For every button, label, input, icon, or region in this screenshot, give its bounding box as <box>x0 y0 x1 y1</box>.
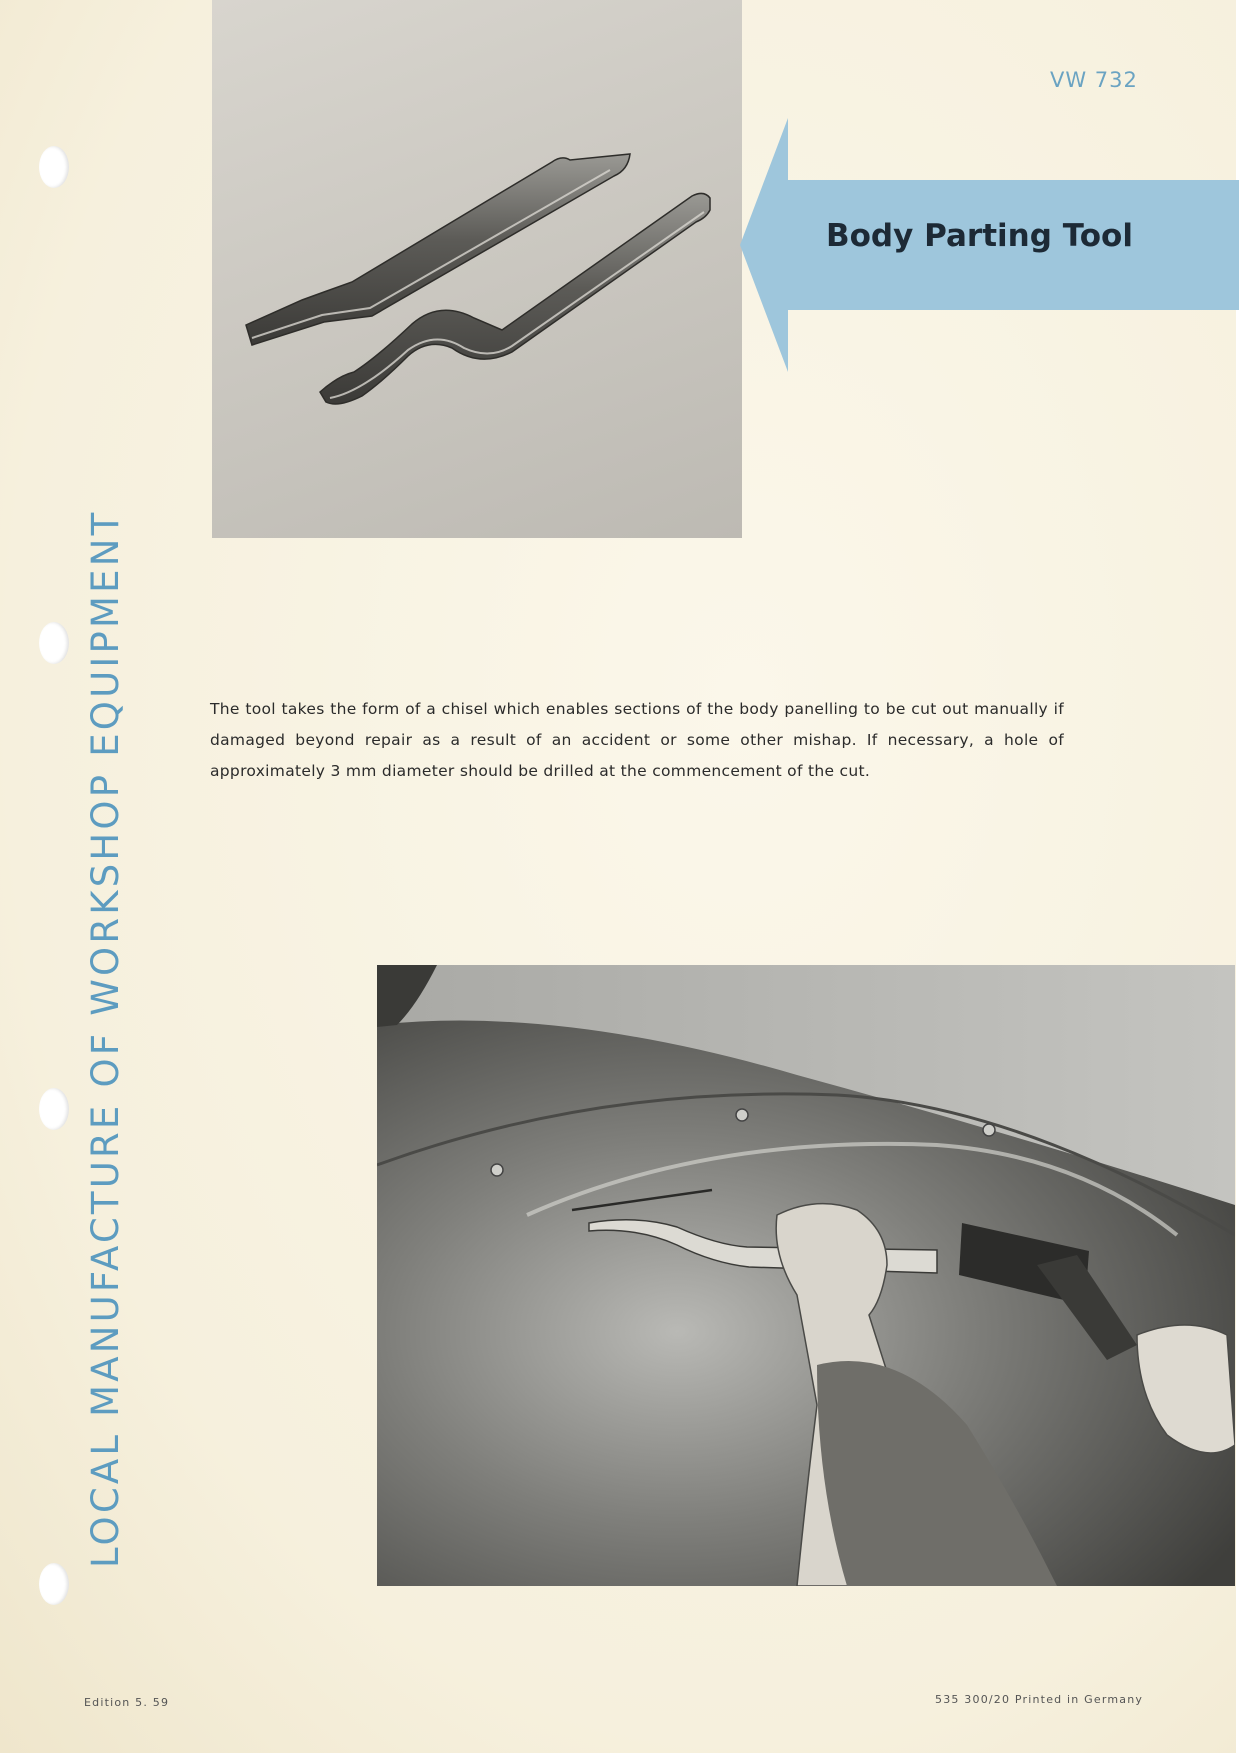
punch-hole-2 <box>39 622 69 664</box>
side-title: LOCAL MANUFACTURE OF WORKSHOP EQUIPMENT <box>84 509 127 1568</box>
usage-illustration <box>377 965 1235 1586</box>
print-info: 535 300/20 Printed in Germany <box>935 1693 1144 1706</box>
description-text: The tool takes the form of a chisel which enables sections of the body panelling to be cut out manually if damaged beyond repair as a result of an accident or some other mishap. If necessary, a hole of approximately 3 mm diameter should be drilled at the commencement of the cut. <box>210 700 1064 780</box>
punch-hole-1 <box>39 146 69 188</box>
tool-title: Body Parting Tool <box>826 218 1133 254</box>
punch-hole-4 <box>39 1563 69 1605</box>
chisels-illustration <box>212 0 742 538</box>
tool-photo <box>212 0 742 538</box>
punch-hole-3 <box>39 1088 69 1130</box>
edition-label: Edition 5. 59 <box>84 1696 170 1709</box>
document-code: VW 732 <box>1050 68 1138 92</box>
usage-photo <box>377 965 1235 1586</box>
